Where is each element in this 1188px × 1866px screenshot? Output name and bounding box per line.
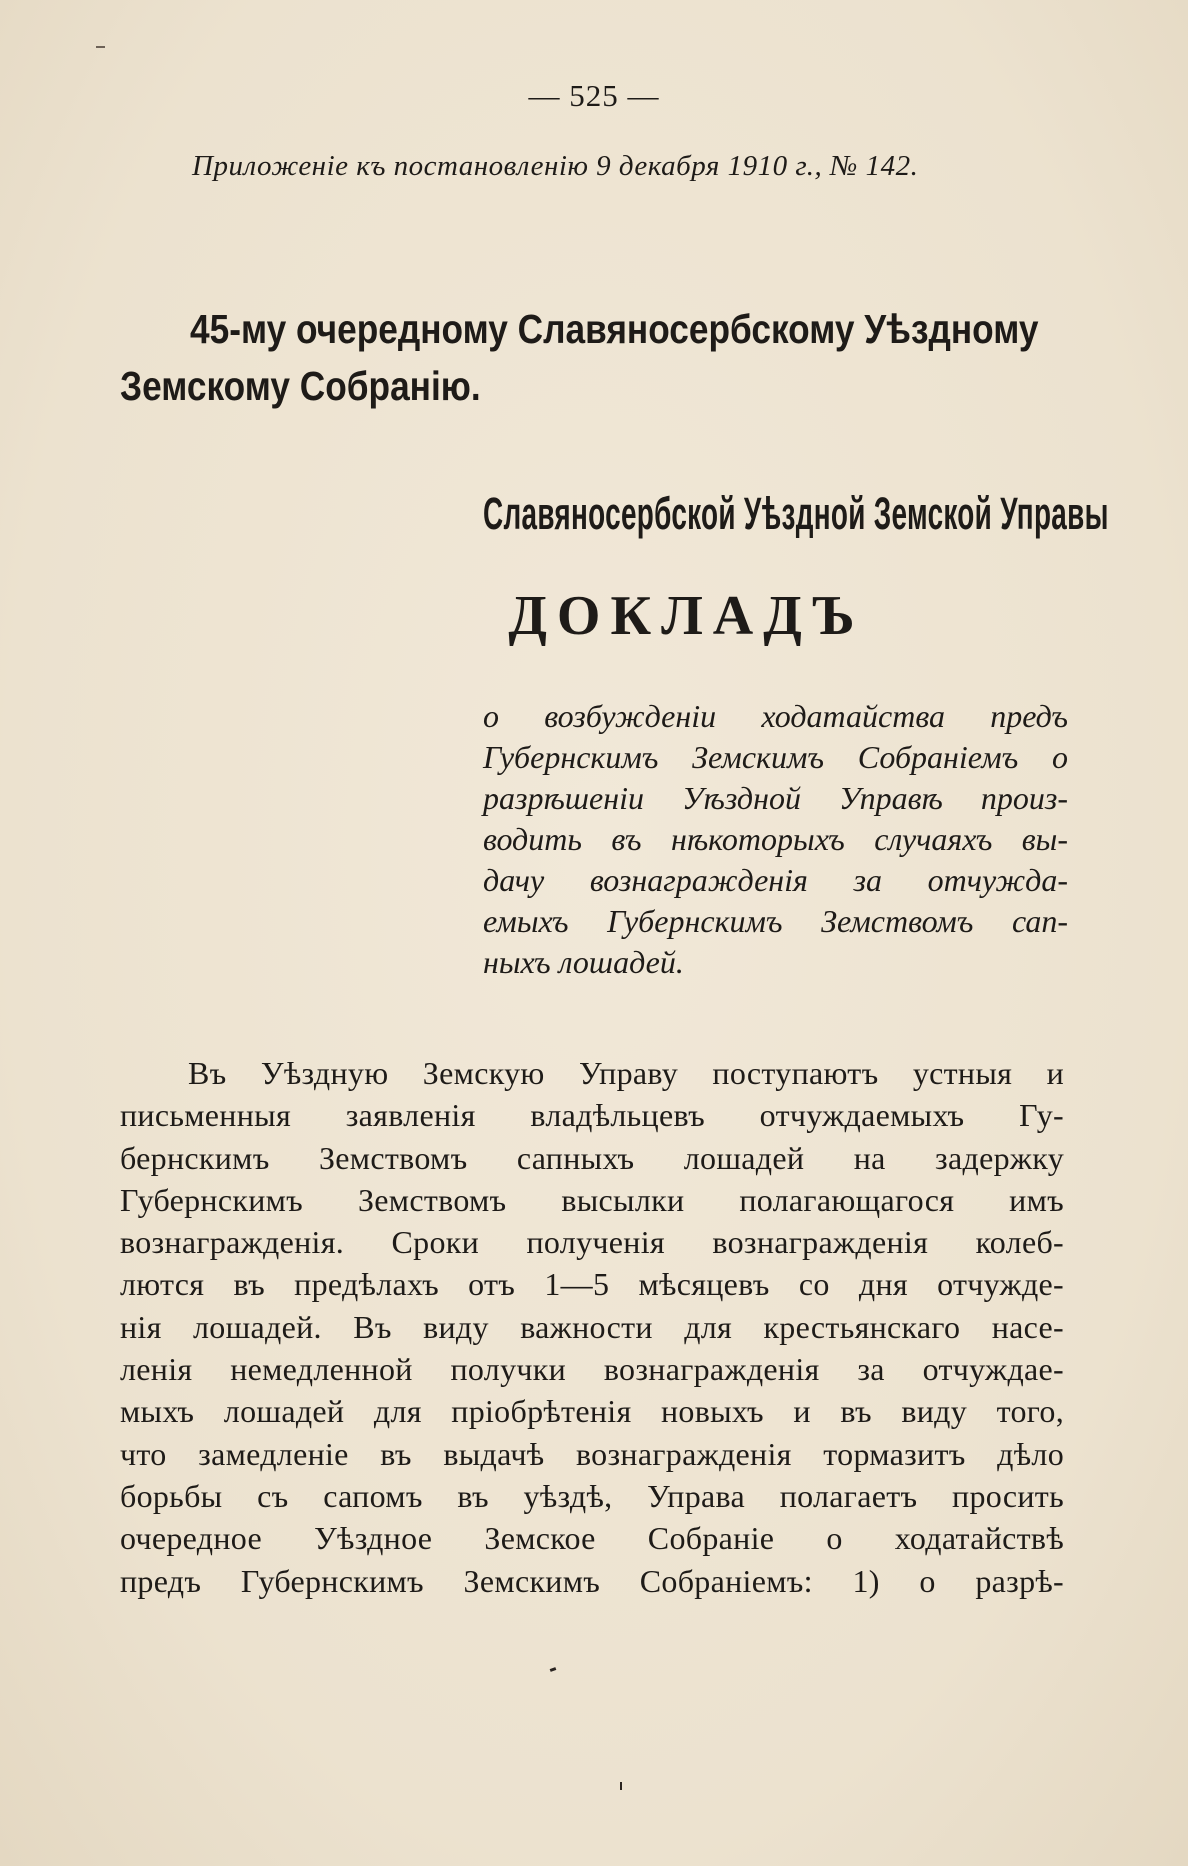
body-line: предъ Губернскимъ Земскимъ Собраніемъ: 1) о разрѣ- bbox=[120, 1562, 1064, 1599]
body-line: мыхъ лошадей для пріобрѣтенія новыхъ и въ виду того, bbox=[120, 1393, 1064, 1430]
body-line: нія лошадей. Въ виду важности для крестьянскаго насе- bbox=[120, 1308, 1064, 1345]
subject-line: емыхъ Губернскимъ Земствомъ сап- bbox=[483, 903, 1068, 939]
ink-speck-mark bbox=[96, 46, 105, 48]
body-line: лются въ предѣлахъ отъ 1—5 мѣсяцевъ со дня отчужде- bbox=[120, 1266, 1064, 1303]
subject-line: разрѣшеніи Уѣздной Управѣ произ- bbox=[483, 780, 1068, 816]
appendix-line: Приложеніе къ постановленію 9 декабря 1910 г., № 142. bbox=[192, 150, 919, 182]
addressee-heading-line-2: Земскому Собранію. bbox=[120, 363, 481, 409]
body-line: Въ Уѣздную Земскую Управу поступаютъ устныя и bbox=[188, 1055, 1064, 1091]
body-line: письменныя заявленія владѣльцевъ отчуждаемыхъ Гу- bbox=[120, 1097, 1064, 1134]
report-subject bbox=[483, 696, 1068, 983]
body-line: вознагражденія. Сроки полученія вознагражденія колеб- bbox=[120, 1224, 1064, 1261]
subject-line: о возбужденіи ходатайства предъ bbox=[483, 698, 1068, 734]
board-title: Славяносербской Уѣздной Земской Управы bbox=[483, 488, 1109, 539]
page-number: — 525 — bbox=[528, 78, 660, 113]
subject-line: водить въ нѣкоторыхъ случаяхъ вы- bbox=[483, 821, 1068, 857]
ink-speck-mark bbox=[620, 1782, 622, 1790]
body-paragraph bbox=[120, 1052, 1064, 1602]
report-title: ДОКЛАДЪ bbox=[508, 585, 865, 647]
body-line: ленія немедленной получки вознагражденія за отчуждае- bbox=[120, 1351, 1064, 1388]
subject-line: Губернскимъ Земскимъ Собраніемъ о bbox=[483, 739, 1068, 775]
subject-line: ныхъ лошадей. bbox=[483, 944, 684, 980]
body-line: бернскимъ Земствомъ сапныхъ лошадей на задержку bbox=[120, 1139, 1064, 1176]
ink-speck-mark bbox=[550, 1667, 557, 1672]
body-line: Губернскимъ Земствомъ высылки полагающагося имъ bbox=[120, 1181, 1064, 1218]
body-line: борьбы съ сапомъ въ уѣздѣ, Управа полагаетъ просить bbox=[120, 1477, 1064, 1514]
addressee-heading-line-1: 45-му очередному Славяносербскому Уѣздному bbox=[190, 306, 1039, 352]
subject-line: дачу вознагражденія за отчужда- bbox=[483, 862, 1068, 898]
body-line: очередное Уѣздное Земское Собраніе о ходатайствѣ bbox=[120, 1520, 1064, 1557]
body-line: что замедленіе въ выдачѣ вознагражденія тормазитъ дѣло bbox=[120, 1435, 1064, 1472]
